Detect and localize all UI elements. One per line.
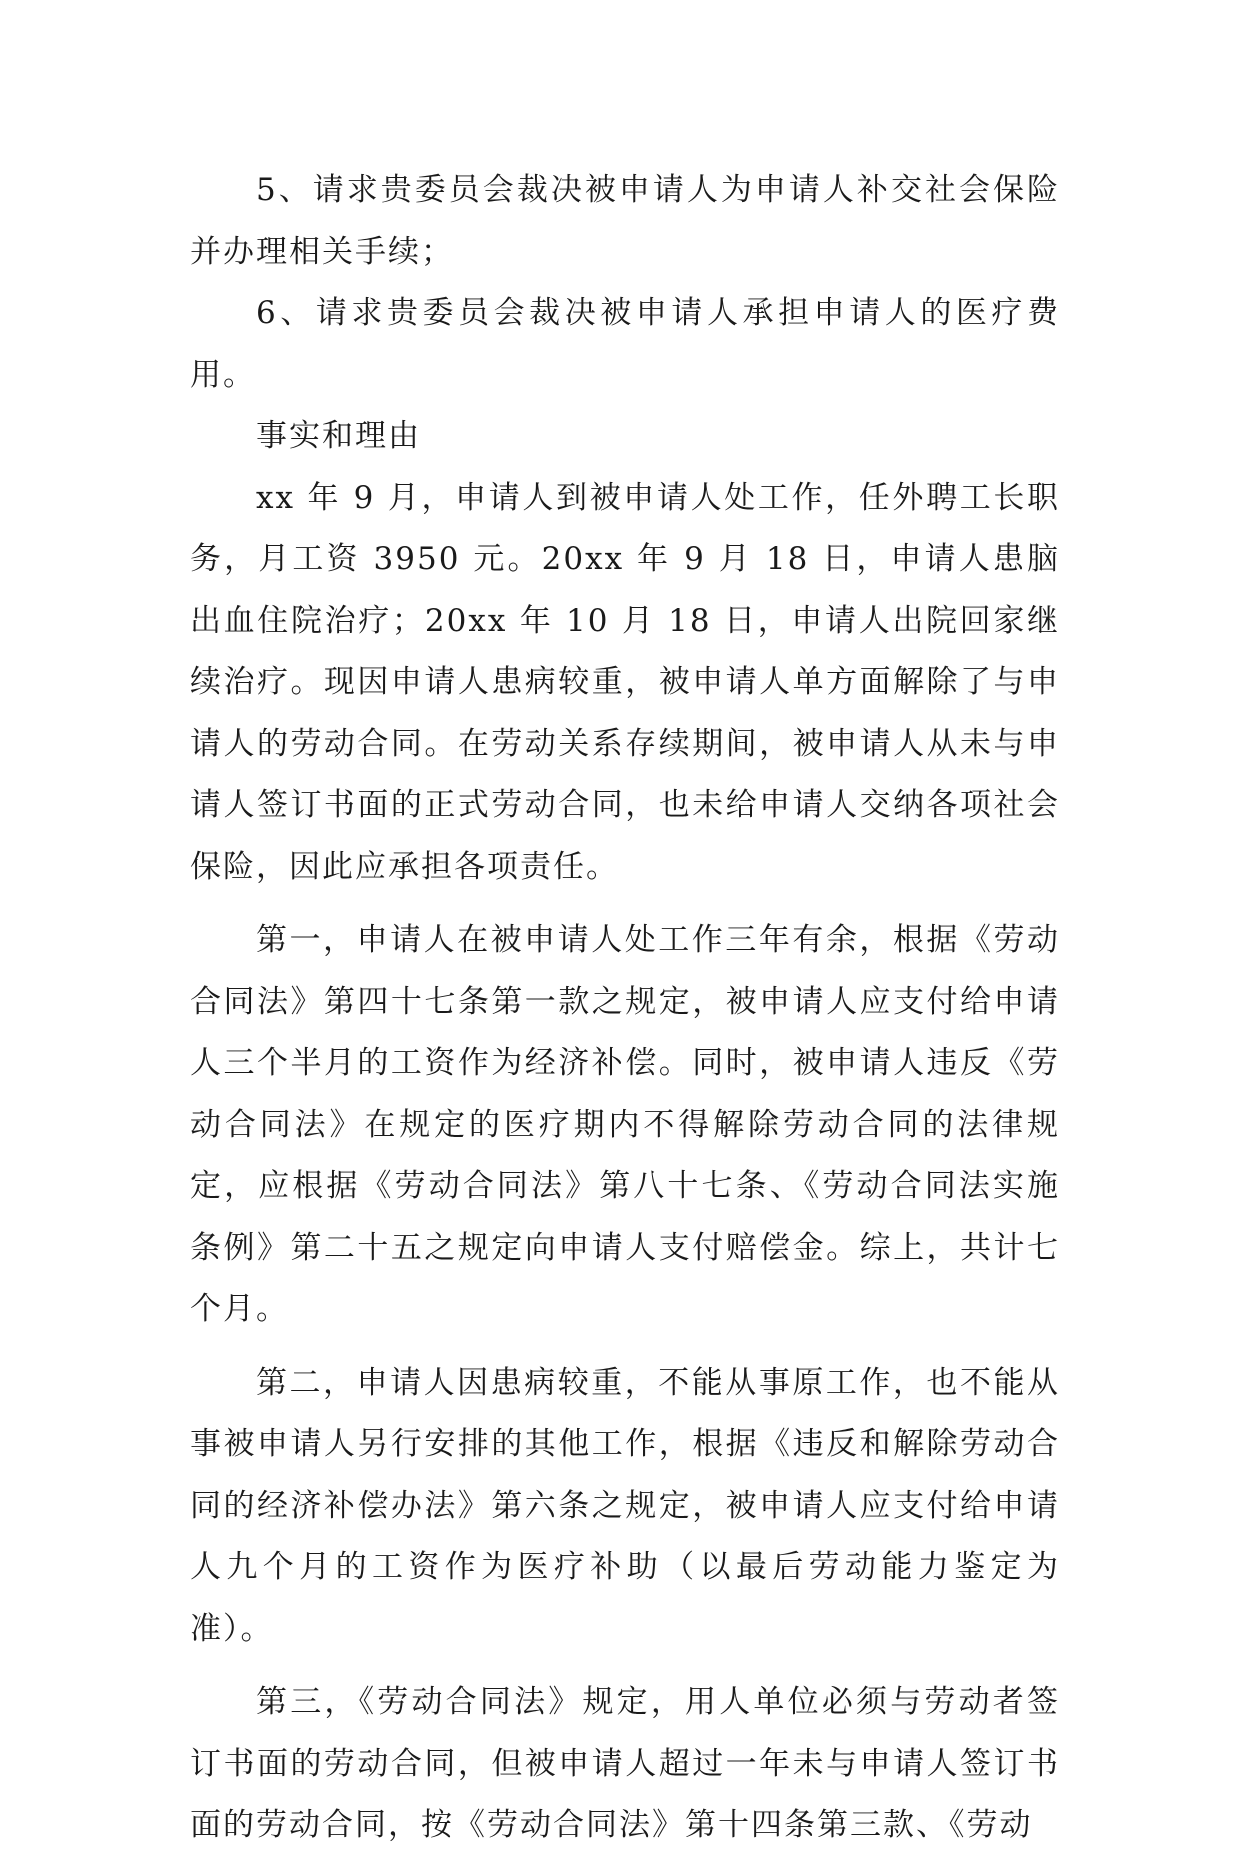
paragraph-gap — [190, 898, 1060, 910]
reason-paragraph-2: 第二，申请人因患病较重，不能从事原工作，也不能从事被申请人另行安排的其他工作，根据《违反和解除劳动合同的经济补偿办法》第六条之规定，被申请人应支付给申请人九个月的工资作为医疗补助（以最后劳动能力鉴定为准）。 — [190, 1364, 1060, 1647]
reason-paragraph-1: 第一，申请人在被申请人处工作三年有余，根据《劳动合同法》第四十七条第一款之规定，被申请人应支付给申请人三个半月的工资作为经济补偿。同时，被申请人违反《劳动合同法》在规定的医疗期内不得解除劳动合同的法律规定，应根据《劳动合同法》第八十七条、《劳动合同法实施条例》第二十五之规定向申请人支付赔偿金。综上，共计七个月。 — [190, 922, 1060, 1327]
section-heading-facts: 事实和理由 — [256, 418, 421, 454]
paragraph-gap — [190, 1660, 1060, 1672]
facts-paragraph: xx 年 9 月，申请人到被申请人处工作，任外聘工长职务，月工资 3950 元。20xx 年 9 月 18 日，申请人患脑出血住院治疗；20xx 年 10 月 18 日，申请人出院回家继续治疗。现因申请人患病较重，被申请人单方面解除了与申请人的劳动合同。在劳动关系存续期间，被申请人从未与申请人签订书面的正式劳动合同，也未给申请人交纳各项社会保险，因此应承担各项责任。 — [190, 479, 1060, 885]
request-item-6: 6、请求贵委员会裁决被申请人承担申请人的医疗费用。 — [190, 295, 1060, 393]
reason-paragraph-3: 第三，《劳动合同法》规定，用人单位必须与劳动者签订书面的劳动合同，但被申请人超过一年未与申请人签订书面的劳动合同，按《劳动合同法》第十四条第三款、《劳动 — [190, 1684, 1060, 1843]
document-body — [190, 160, 1060, 1857]
paragraph-gap — [190, 1341, 1060, 1353]
request-item-5: 5、请求贵委员会裁决被申请人为申请人补交社会保险并办理相关手续； — [190, 172, 1060, 270]
